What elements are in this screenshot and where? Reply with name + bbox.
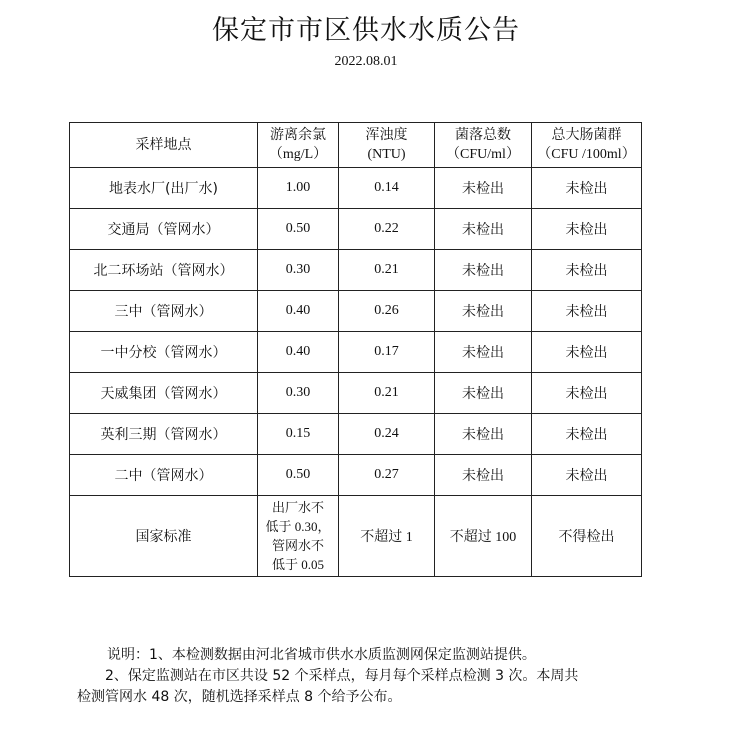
table-row <box>70 455 642 496</box>
table-row <box>70 414 642 455</box>
cell-coliform: 未检出 <box>532 168 642 209</box>
cell-colony: 未检出 <box>435 373 532 414</box>
cell-colony: 未检出 <box>435 250 532 291</box>
header-colony-count <box>435 123 532 168</box>
note-line: 2、保定监测站在市区共设 52 个采样点，每月每个采样点检测 3 次。本周共 <box>105 668 579 684</box>
cell-coliform: 未检出 <box>532 209 642 250</box>
cell-turbidity: 0.27 <box>339 455 435 496</box>
header-unit: （CFU/ml） <box>446 147 520 162</box>
cell-coliform: 未检出 <box>532 414 642 455</box>
cell-site: 二中（管网水） <box>70 455 258 496</box>
cell-chlorine: 0.40 <box>258 291 339 332</box>
table-row <box>70 373 642 414</box>
standard-coliform: 不得检出 <box>532 496 642 577</box>
cell-site: 英利三期（管网水） <box>70 414 258 455</box>
cell-colony: 未检出 <box>435 209 532 250</box>
cell-coliform: 未检出 <box>532 455 642 496</box>
cell-colony: 未检出 <box>435 168 532 209</box>
note-line: 说明：1、本检测数据由河北省城市供水水质监测网保定监测站提供。 <box>107 647 536 663</box>
table-row <box>70 332 642 373</box>
notes <box>77 645 667 708</box>
note-line: 检测管网水 48 次，随机选择采样点 8 个给予公布。 <box>77 689 402 705</box>
table-row <box>70 250 642 291</box>
header-label: 浑浊度 <box>365 127 408 143</box>
cell-turbidity: 0.22 <box>339 209 435 250</box>
table-row <box>70 209 642 250</box>
standard-turbidity: 不超过 1 <box>339 496 435 577</box>
table-row <box>70 168 642 209</box>
water-quality-table <box>69 122 642 577</box>
header-turbidity <box>339 123 435 168</box>
standard-row <box>70 496 642 577</box>
cell-turbidity: 0.17 <box>339 332 435 373</box>
header-label: 总大肠菌群 <box>551 127 622 143</box>
header-chlorine <box>258 123 339 168</box>
cell-chlorine: 0.50 <box>258 209 339 250</box>
standard-colony: 不超过 100 <box>435 496 532 577</box>
cell-chlorine: 0.30 <box>258 373 339 414</box>
cell-chlorine: 0.30 <box>258 250 339 291</box>
standard-chlorine <box>258 496 339 577</box>
cell-coliform: 未检出 <box>532 291 642 332</box>
header-unit: （CFU /100ml） <box>537 147 636 162</box>
cell-site: 地表水厂(出厂水) <box>70 168 258 209</box>
cell-coliform: 未检出 <box>532 332 642 373</box>
header-coliform <box>532 123 642 168</box>
cell-site: 天威集团（管网水） <box>70 373 258 414</box>
cell-chlorine: 0.15 <box>258 414 339 455</box>
cell-colony: 未检出 <box>435 455 532 496</box>
header-site <box>70 123 258 168</box>
publish-date: 2022.08.01 <box>334 54 398 69</box>
cell-colony: 未检出 <box>435 291 532 332</box>
cell-turbidity: 0.26 <box>339 291 435 332</box>
cell-coliform: 未检出 <box>532 250 642 291</box>
header-label: 采样地点 <box>135 136 192 153</box>
header-unit: (NTU) <box>367 147 406 162</box>
cell-coliform: 未检出 <box>532 373 642 414</box>
table-row <box>70 291 642 332</box>
cell-turbidity: 0.21 <box>339 373 435 414</box>
cell-chlorine: 1.00 <box>258 168 339 209</box>
standard-label: 国家标准 <box>70 496 258 577</box>
cell-colony: 未检出 <box>435 332 532 373</box>
cell-colony: 未检出 <box>435 414 532 455</box>
cell-site: 一中分校（管网水） <box>70 332 258 373</box>
header-label: 菌落总数 <box>455 127 511 143</box>
header-unit: （mg/L） <box>268 147 328 162</box>
standard-chlorine-line: 出厂水不 <box>271 500 324 515</box>
cell-site: 北二环场站（管网水） <box>70 250 258 291</box>
cell-site: 三中（管网水） <box>70 291 258 332</box>
standard-chlorine-line: 低于 0.05 <box>271 557 324 572</box>
cell-turbidity: 0.14 <box>339 168 435 209</box>
header-label: 游离余氯 <box>270 127 326 143</box>
cell-turbidity: 0.21 <box>339 250 435 291</box>
standard-chlorine-line: 管网水不 <box>271 538 324 553</box>
page-title: 保定市市区供水水质公告 <box>212 15 520 46</box>
cell-site: 交通局（管网水） <box>70 209 258 250</box>
cell-chlorine: 0.50 <box>258 455 339 496</box>
cell-turbidity: 0.24 <box>339 414 435 455</box>
table-header-row <box>70 123 642 168</box>
cell-chlorine: 0.40 <box>258 332 339 373</box>
standard-chlorine-line: 低于 0.30， <box>265 519 331 534</box>
